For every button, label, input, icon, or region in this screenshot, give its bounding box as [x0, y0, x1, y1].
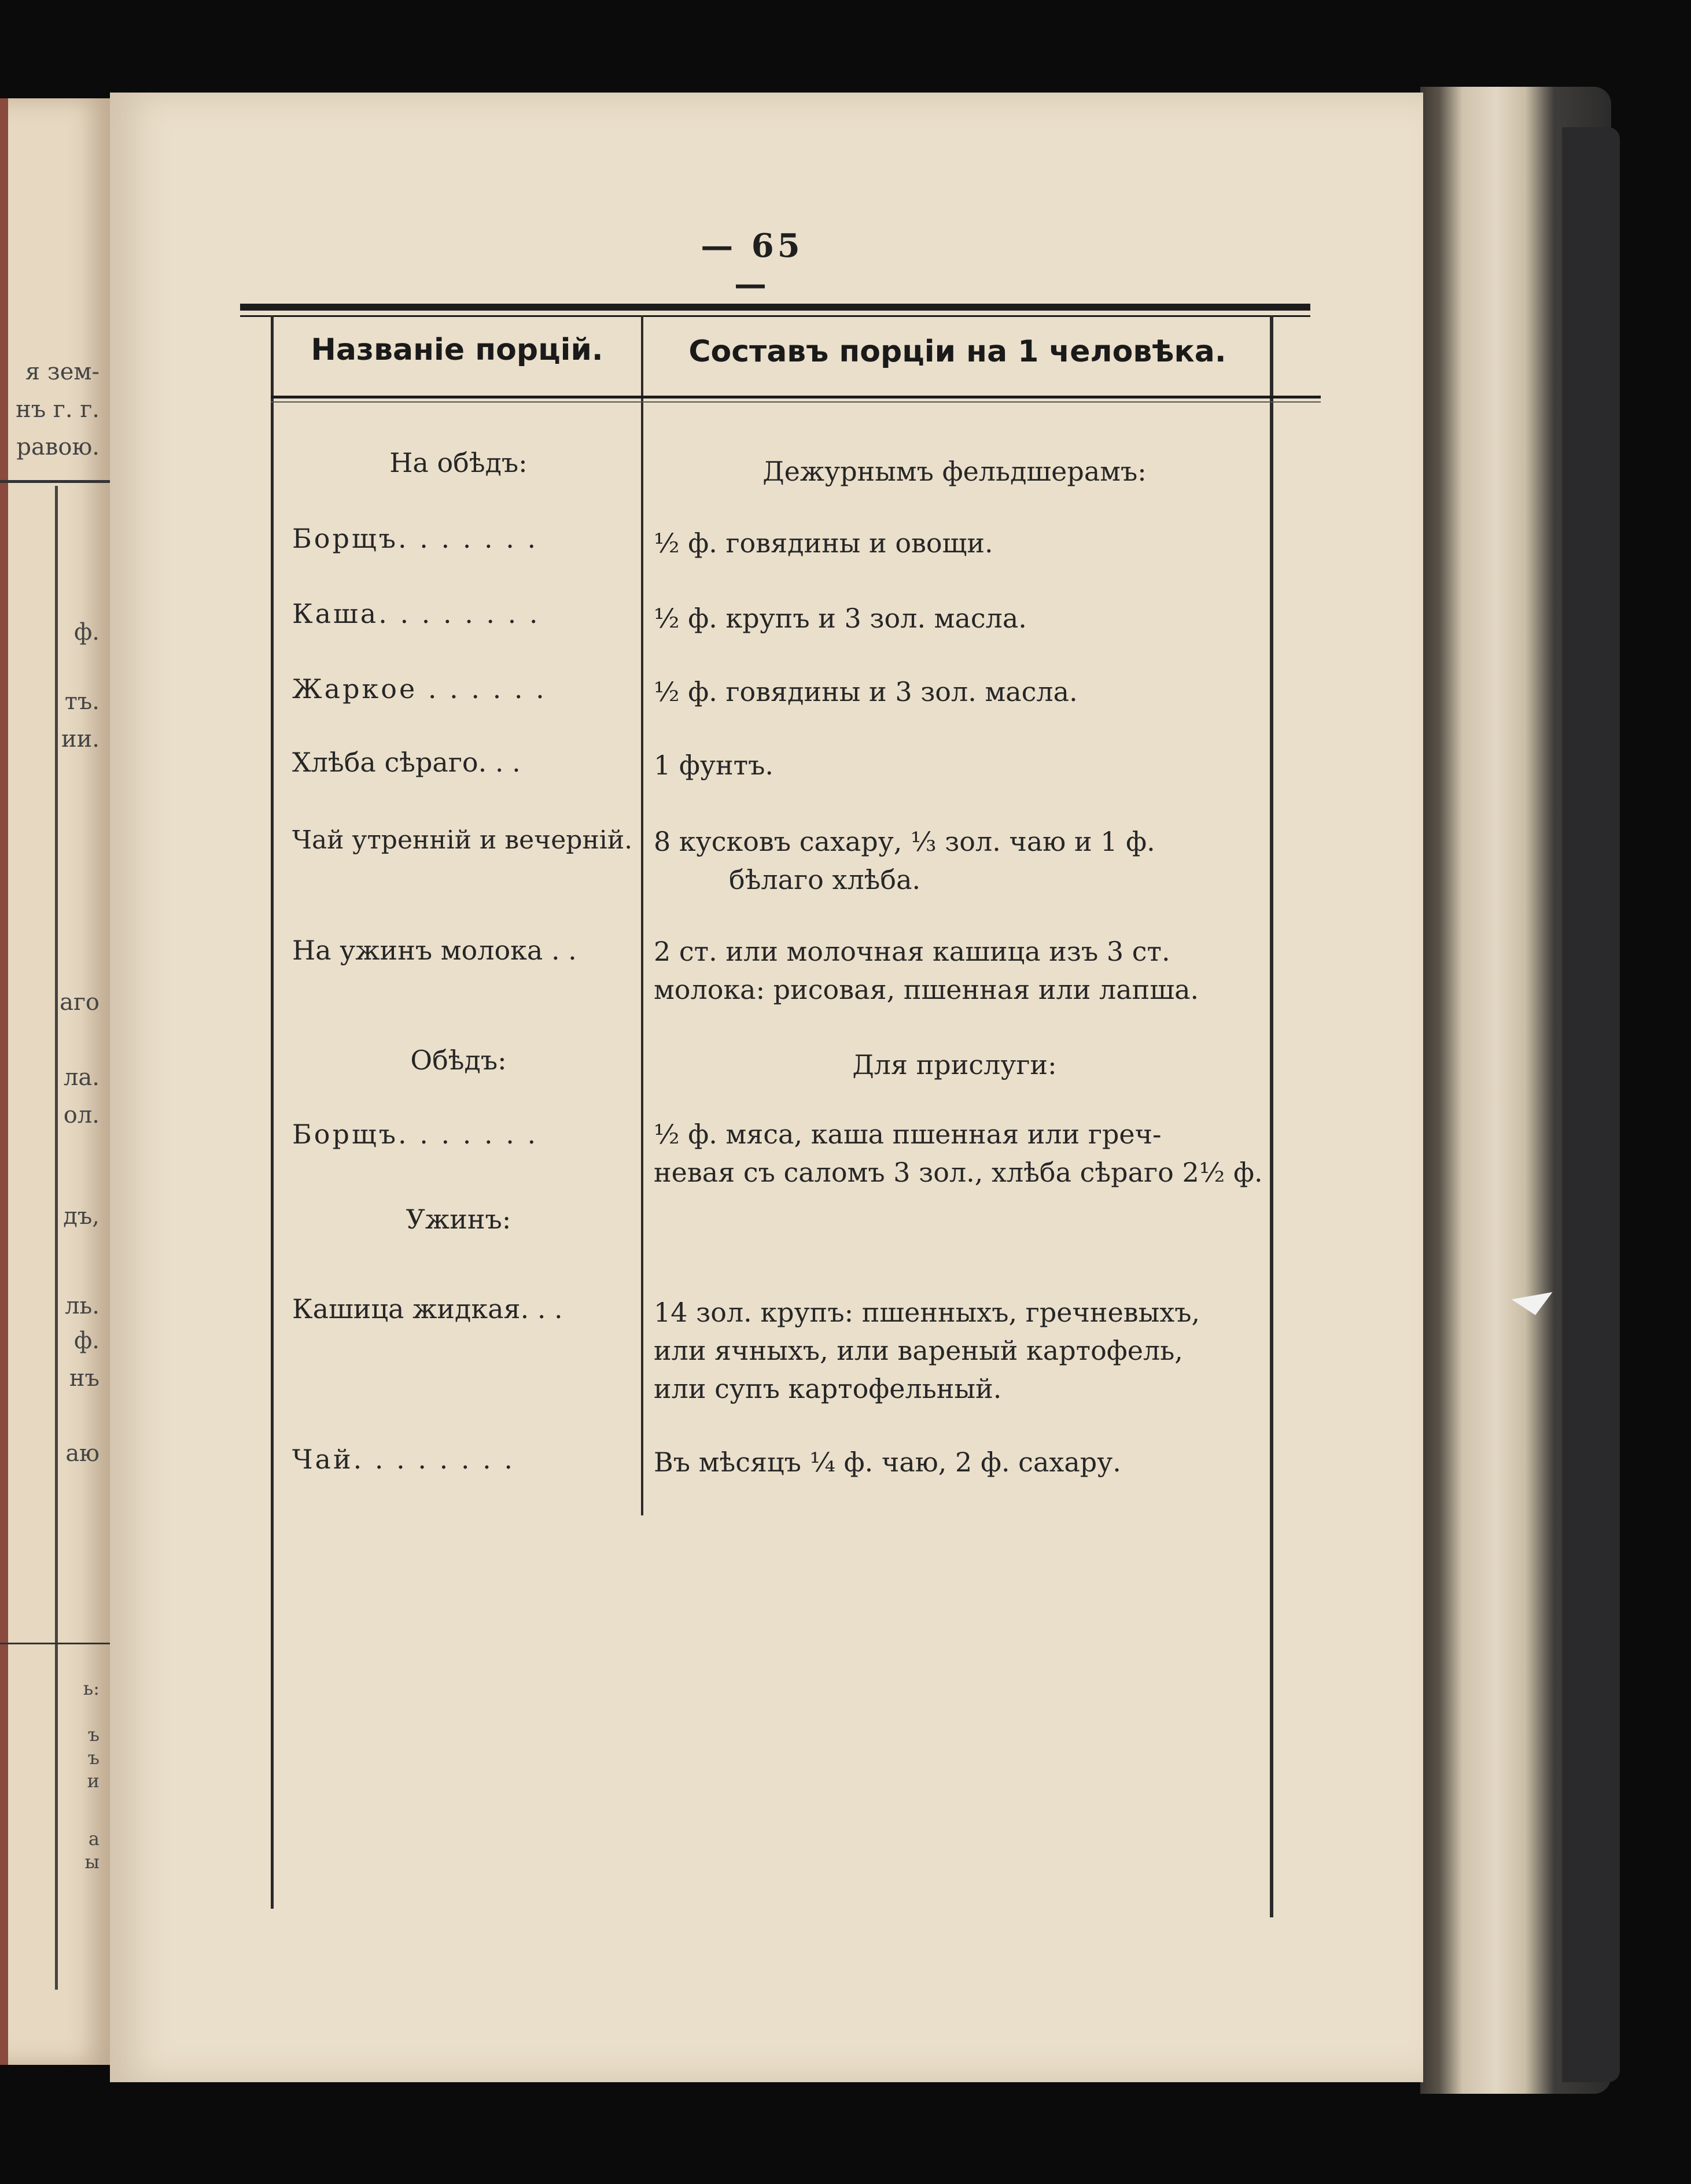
fragment-text: аю	[65, 1440, 100, 1467]
header-bottom-rule-thin	[271, 401, 1321, 403]
section-title: На обѣдъ:	[389, 447, 528, 478]
portion-name: Хлѣба сѣраго. . .	[292, 747, 521, 778]
book-spine	[0, 98, 8, 2065]
fragment-text: нъ	[69, 1365, 100, 1392]
section-title: Ужинъ:	[406, 1204, 511, 1235]
composition-line: 2 ст. или молочная кашица изъ 3 ст.	[654, 936, 1170, 967]
portion-composition: ½ ф. крупъ и 3 зол. масла.	[654, 603, 1027, 634]
composition-line: ½ ф. мяса, каша пшенная или греч-	[654, 1119, 1162, 1150]
header-name: Названіе порцій.	[311, 333, 603, 367]
table-right-border	[1270, 315, 1273, 1917]
fragment-text: ф.	[73, 619, 100, 645]
fragment-text: ы	[84, 1851, 100, 1873]
portion-name: Борщъ. . . . . . .	[292, 1119, 539, 1150]
section-title: Дежурнымъ фельдшерамъ:	[762, 456, 1147, 487]
composition-line: или ячныхъ, или вареный картофель,	[654, 1335, 1183, 1366]
fragment-rule	[0, 480, 110, 483]
portion-name: Кашица жидкая. . .	[292, 1293, 563, 1325]
composition-line: молока: рисовая, пшенная или лапша.	[654, 974, 1199, 1005]
portion-name: На ужинъ молока . .	[292, 935, 577, 966]
fragment-text: ла.	[64, 1064, 100, 1091]
composition-line: или супъ картофельный.	[654, 1373, 1002, 1404]
portion-name: Жаркое . . . . . .	[292, 673, 547, 704]
composition-line: 14 зол. крупъ: пшенныхъ, гречневыхъ,	[654, 1297, 1200, 1328]
table-column-divider	[641, 315, 643, 1515]
fragment-rule	[55, 486, 58, 1990]
portion-name: Борщъ. . . . . . .	[292, 523, 539, 554]
table-left-border	[271, 315, 274, 1909]
book-page	[110, 93, 1423, 2082]
page-number: — 65 —	[701, 227, 804, 303]
fragment-text: нъ г. г.	[16, 396, 100, 423]
portion-name: Каша. . . . . . . .	[292, 598, 540, 629]
fragment-text: тъ.	[64, 688, 100, 715]
portion-composition: 1 фунтъ.	[654, 750, 773, 781]
fragment-text: я зем-	[25, 359, 100, 385]
header-bottom-rule	[271, 396, 1321, 399]
portion-composition: ½ ф. говядины и 3 зол. масла.	[654, 676, 1078, 707]
composition-line: 8 кусковъ сахару, ⅓ зол. чаю и 1 ф.	[654, 826, 1155, 857]
fragment-text: дъ,	[63, 1203, 100, 1230]
table-top-rule-thin	[240, 315, 1310, 317]
portion-composition: ½ ф. говядины и овощи.	[654, 527, 993, 559]
portion-composition	[654, 1293, 1255, 1408]
composition-line: бѣлаго хлѣба.	[729, 864, 921, 895]
fragment-text: ф.	[73, 1327, 100, 1354]
fragment-rule	[0, 1643, 110, 1644]
portion-composition	[654, 1115, 1263, 1191]
table-top-rule	[240, 304, 1310, 311]
fragment-text: ол.	[63, 1102, 100, 1128]
fragment-text: и	[87, 1770, 100, 1792]
portion-composition	[654, 822, 1255, 899]
fragment-text: а	[88, 1828, 100, 1850]
portion-name: Чай. . . . . . . .	[292, 1444, 515, 1475]
fragment-text: равою.	[16, 434, 100, 460]
fragment-text: ии.	[61, 726, 100, 752]
portion-name: Чай утренній и вечерній.	[292, 825, 633, 855]
fragment-text: ь:	[83, 1677, 100, 1699]
section-title: Обѣдъ:	[410, 1045, 507, 1076]
portion-composition: Въ мѣсяцъ ¼ ф. чаю, 2 ф. сахару.	[654, 1447, 1121, 1478]
fragment-text: ъ	[87, 1724, 100, 1746]
fragment-text: аго	[60, 989, 100, 1016]
header-composition: Составъ порціи на 1 человѣка.	[688, 334, 1226, 369]
fragment-text: ъ	[87, 1747, 100, 1769]
previous-page-edge	[0, 98, 116, 2065]
fragment-text: ль.	[65, 1293, 100, 1319]
portion-composition	[654, 932, 1255, 1009]
book-back-cover	[1562, 127, 1620, 2082]
composition-line: невая съ саломъ 3 зол., хлѣба сѣраго 2½ ф.	[654, 1157, 1263, 1188]
section-title: Для прислуги:	[852, 1049, 1057, 1080]
